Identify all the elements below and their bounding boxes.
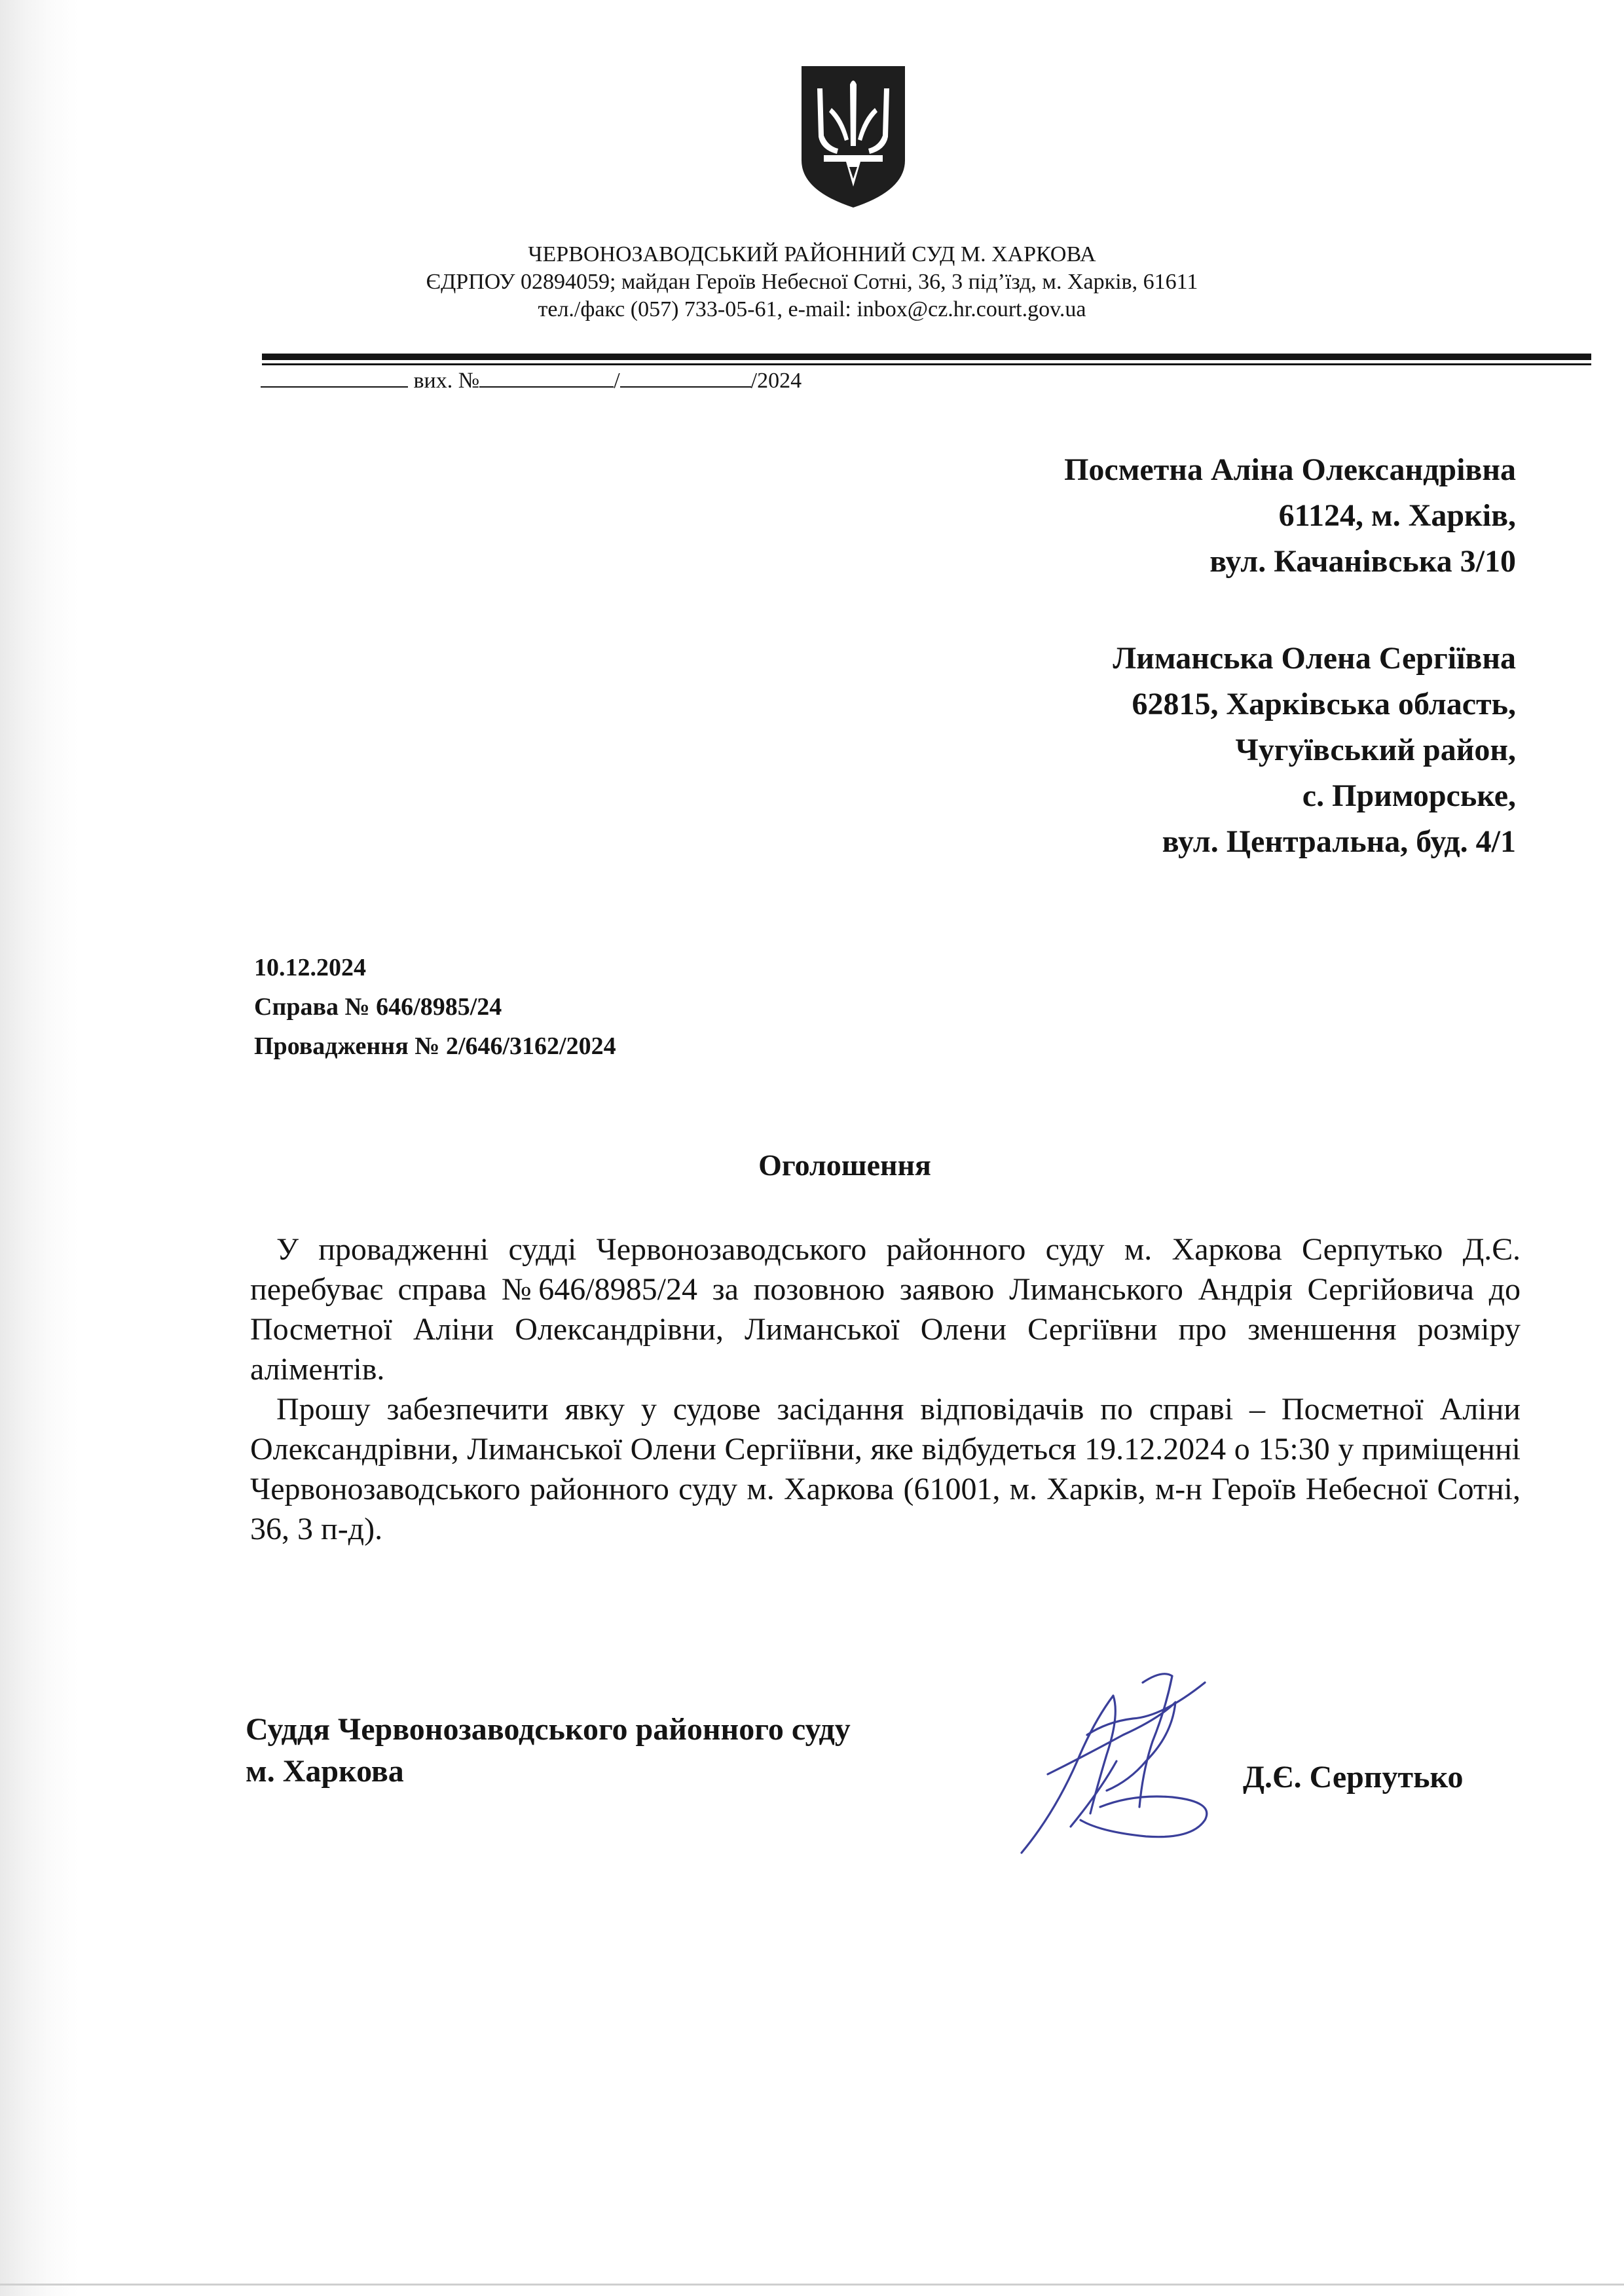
index-blank [620, 367, 751, 388]
recipient-line: 62815, Харківська область, [1132, 687, 1516, 721]
judge-position-line: Суддя Червонозаводського районного суду [246, 1712, 851, 1747]
outgoing-year: /2024 [750, 369, 802, 393]
judge-position [246, 1709, 851, 1793]
notice-body [250, 1230, 1521, 1549]
proceeding-number: Провадження № 2/646/3162/2024 [254, 1032, 616, 1060]
scan-bottom-edge [0, 2284, 1624, 2286]
date-blank [261, 367, 408, 388]
court-registry-address: ЄДРПОУ 02894059; майдан Героїв Небесної Сотні, 36, 3 під’їзд, м. Харків, 61611 [426, 270, 1198, 294]
outgoing-separator: / [614, 369, 620, 393]
letter-date: 10.12.2024 [254, 954, 366, 981]
header-rule-thin [262, 363, 1591, 365]
notice-title: Оголошення [758, 1148, 931, 1182]
recipient-address-2 [1113, 636, 1516, 865]
court-header [262, 241, 1362, 323]
recipient-address-1 [1064, 447, 1516, 585]
recipient-line: с. Приморське, [1302, 778, 1516, 813]
recipient-line: вул. Качанівська 3/10 [1209, 544, 1516, 579]
handwritten-signature [1008, 1656, 1244, 1866]
notice-paragraph: У провадженні судді Червонозаводського районного суду м. Харкова Серпутько Д.Є. перебуває справа №646/8985/24 за позовною заявою Лиманського Андрія Сергійовича до Посметної Аліни Олександрівни, Лиманської Олени Сергіївни про зменшення розміру аліментів. [250, 1232, 1521, 1387]
case-number: Справа № 646/8985/24 [254, 993, 502, 1021]
court-name: ЧЕРВОНОЗАВОДСЬКИЙ РАЙОННИЙ СУД М. ХАРКОВА [528, 242, 1096, 266]
outgoing-number-line [261, 367, 802, 395]
notice-paragraph: Прошу забезпечити явку у судове засідання відповідачів по справі – Посметної Аліни Олександрівни, Лиманської Олени Сергіївни, яке відбудеться 19.12.2024 о 15:30 у приміщенні Червонозаводського районного суду м. Харкова (61001, м. Харків, м-н Героїв Небесної Сотні, 36, 3 п-д). [250, 1392, 1521, 1546]
number-blank [479, 367, 614, 388]
recipient-line: Чугуївський район, [1235, 733, 1516, 767]
recipient-name: Лиманська Олена Сергіївна [1113, 641, 1516, 676]
outgoing-label: вих. № [413, 369, 480, 393]
recipient-name: Посметна Аліна Олександрівна [1064, 452, 1516, 487]
header-rule-thick [262, 354, 1591, 360]
trident-emblem-icon [798, 62, 909, 211]
judge-position-line: м. Харкова [246, 1754, 404, 1789]
recipient-line: 61124, м. Харків, [1278, 498, 1516, 533]
case-references [254, 948, 616, 1066]
court-contacts: тел./факс (057) 733-05-61, e-mail: inbox@cz.hr.court.gov.ua [538, 297, 1086, 321]
judge-name: Д.Є. Серпутько [1243, 1760, 1464, 1795]
recipient-line: вул. Центральна, буд. 4/1 [1162, 824, 1516, 859]
